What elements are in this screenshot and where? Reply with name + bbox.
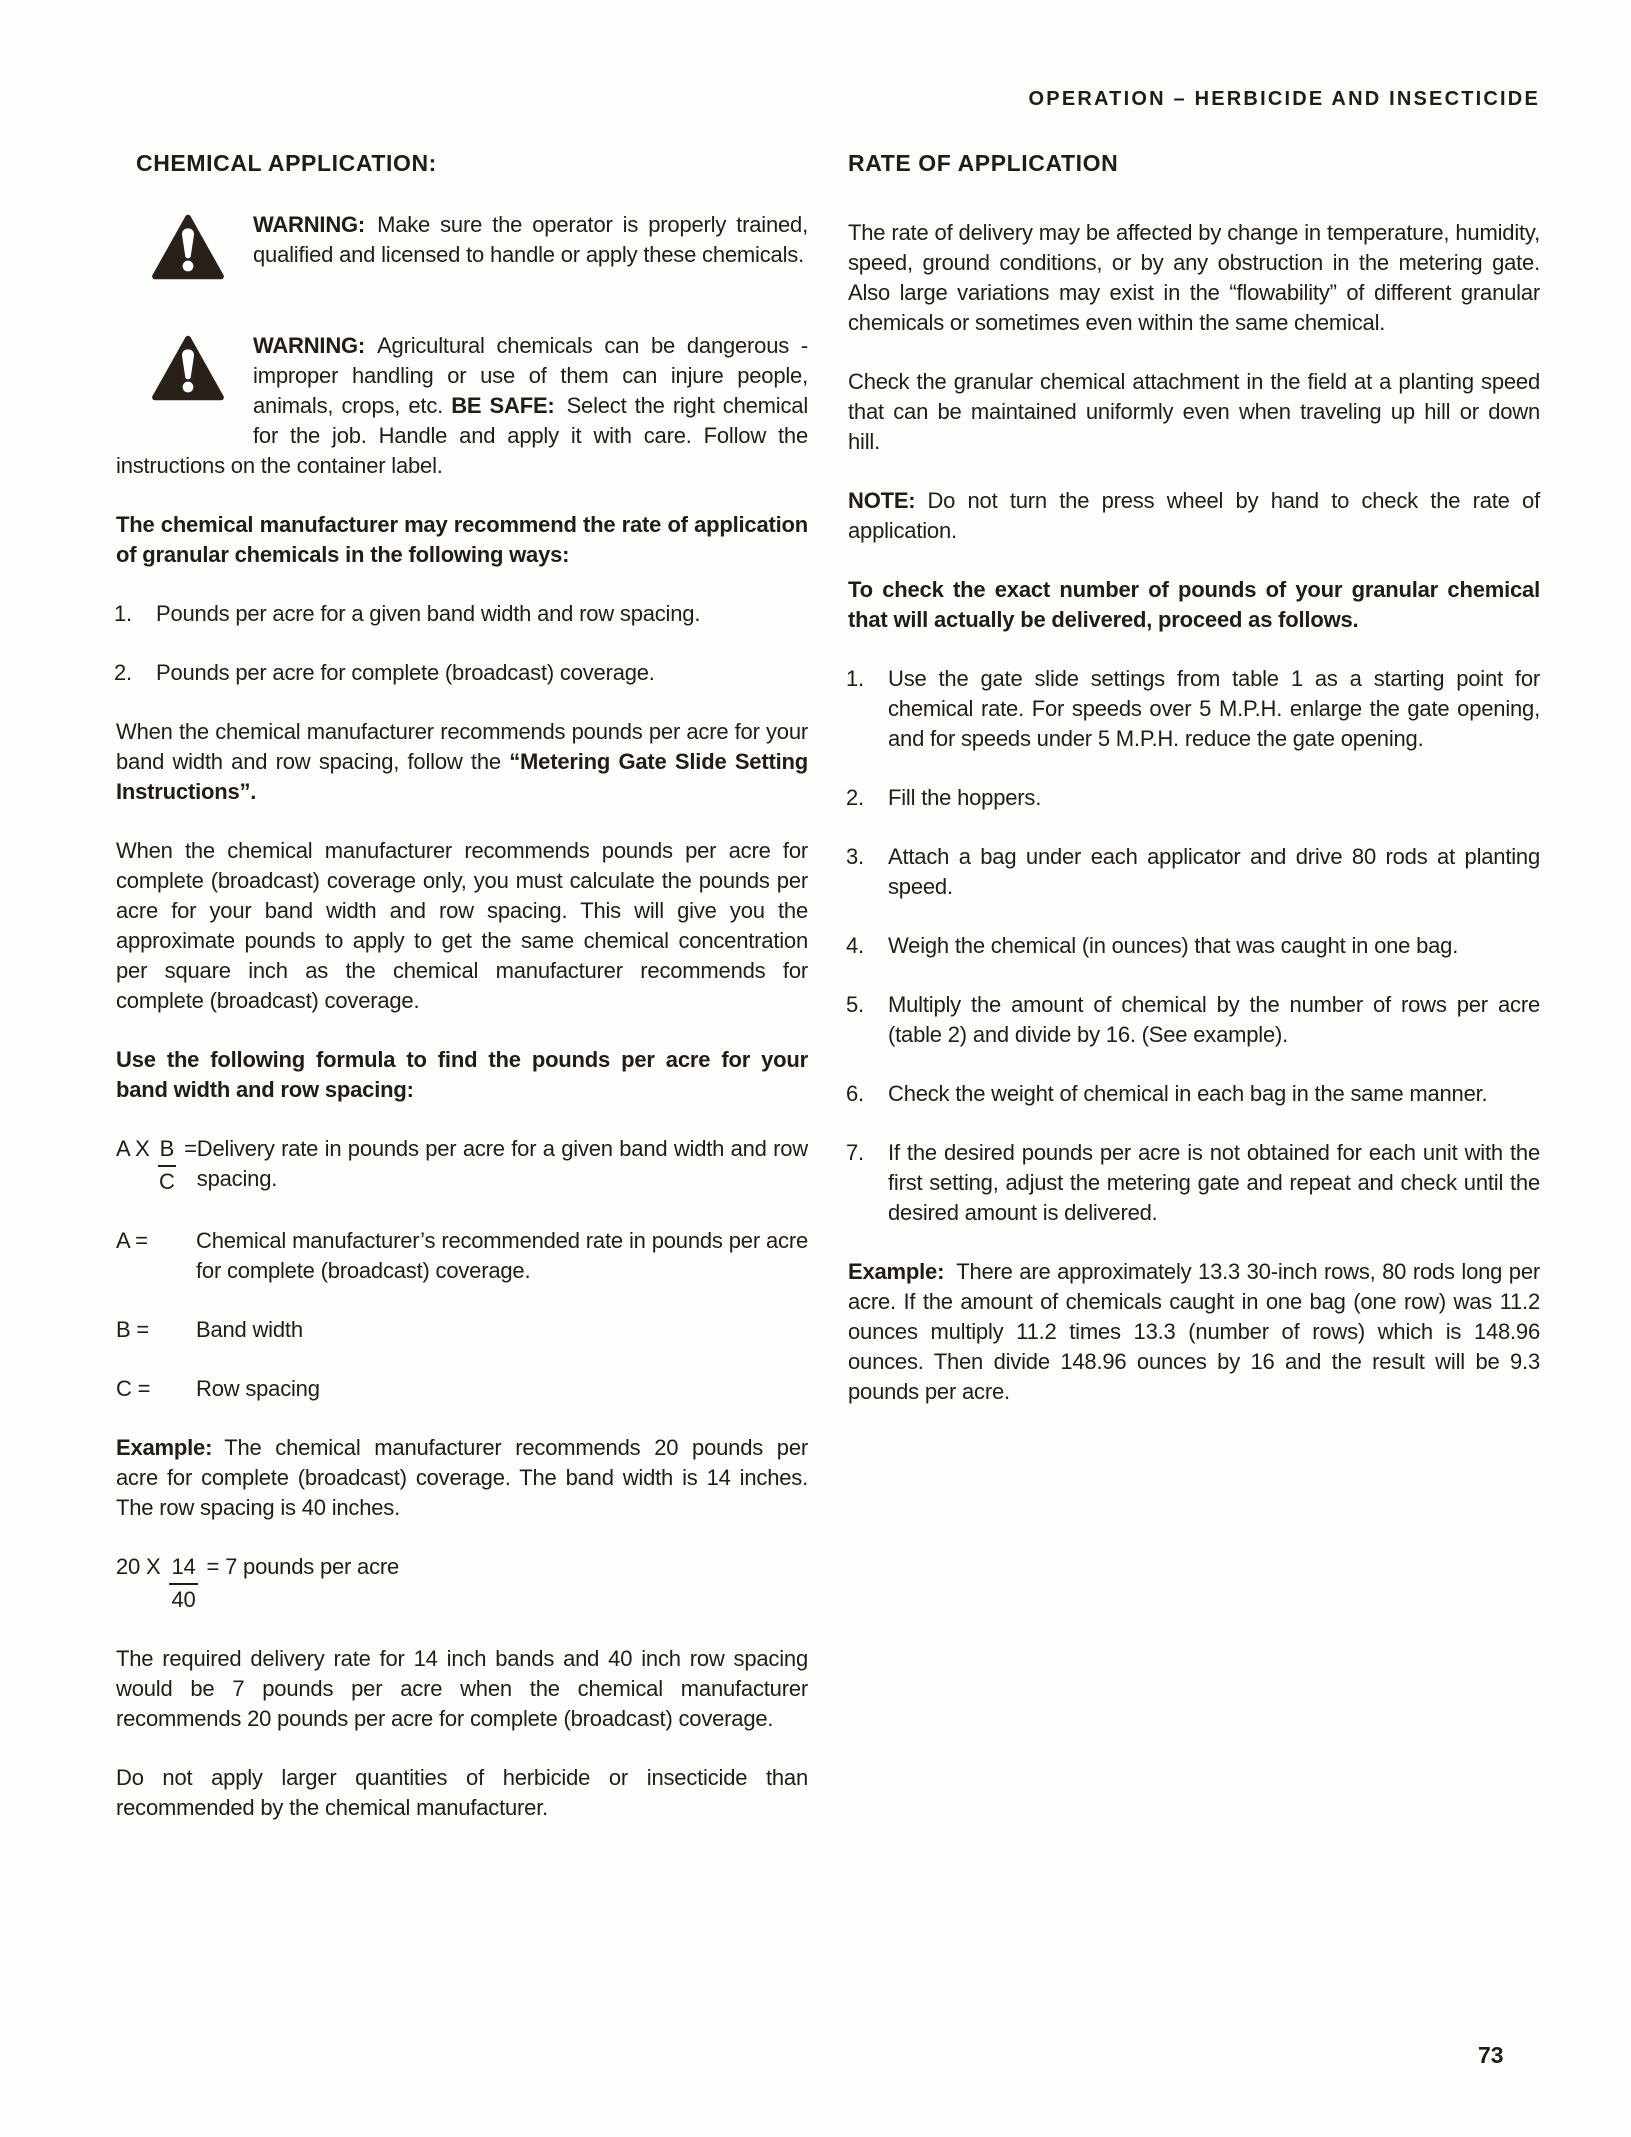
page-number: 73	[1478, 2042, 1504, 2068]
step-number: 6.	[846, 1081, 864, 1106]
definition-row-c	[116, 1374, 808, 1404]
warning-block-2	[116, 331, 808, 481]
ordered-list-item	[116, 599, 808, 629]
warning-2-lead: WARNING:	[253, 333, 366, 358]
ordered-list-item	[116, 658, 808, 688]
required-rate-paragraph: The required delivery rate for 14 inch bands and 40 inch row spacing would be 7 pounds per acre when the chemical manufacturer recommends 20 pounds per acre for complete (broadcast) coverage.	[116, 1646, 808, 1731]
step-text: Weigh the chemical (in ounces) that was caught in one bag.	[888, 933, 1459, 958]
warning-1-lead: WARNING:	[253, 212, 366, 237]
step-item	[848, 664, 1540, 754]
list-item-number: 1.	[114, 601, 132, 626]
example-paragraph	[848, 1257, 1540, 1407]
band-width-paragraph	[116, 717, 808, 807]
definition-term: B =	[116, 1317, 150, 1342]
fraction-numerator: 14	[169, 1552, 197, 1585]
step-text: Multiply the amount of chemical by the number of rows per acre (table 2) and divide by 16. (See example).	[888, 992, 1540, 1047]
list-item-number: 2.	[114, 660, 132, 685]
step-item	[848, 1079, 1540, 1109]
list-item-text: Pounds per acre for complete (broadcast) coverage.	[156, 660, 655, 685]
step-text: Check the weight of chemical in each bag in the same manner.	[888, 1081, 1488, 1106]
do-not-apply-paragraph: Do not apply larger quantities of herbicide or insecticide than recommended by the chemical manufacturer.	[116, 1765, 808, 1820]
definition-text: Chemical manufacturer’s recommended rate in pounds per acre for complete (broadcast) coverage.	[196, 1228, 808, 1283]
warning-triangle-icon	[116, 210, 253, 302]
formula-lhs	[116, 1134, 197, 1197]
step-number: 2.	[846, 785, 864, 810]
note-paragraph	[848, 486, 1540, 546]
definition-term: C =	[116, 1376, 151, 1401]
formula-intro-paragraph: Use the following formula to find the pounds per acre for your band width and row spacing:	[116, 1047, 808, 1102]
warning-2-text-1: Agricultural chemicals can be dangerous - improper handling or use of them can injure people, animals, crops, etc.	[253, 333, 808, 418]
metering-gate-bold-text: “Metering Gate Slide Setting Instructions”.	[116, 749, 808, 804]
rate-of-delivery-paragraph: The rate of delivery may be affected by change in temperature, humidity, speed, ground conditions, or by any obstruction in the metering gate. Also large variations may exist in the “flowability” of different granular chemicals or sometimes even within the same chemical.	[848, 220, 1540, 335]
formula-definition: Delivery rate in pounds per acre for a given band width and row spacing.	[196, 1136, 808, 1191]
definition-row-b	[116, 1315, 808, 1345]
calc-prefix: 20 X	[116, 1554, 161, 1579]
step-number: 3.	[846, 844, 864, 869]
definition-text: Row spacing	[196, 1376, 320, 1401]
warning-2-be-safe-lead: BE SAFE:	[451, 393, 555, 418]
warning-block-1	[116, 210, 808, 302]
fraction-numerator: B	[158, 1134, 176, 1167]
check-attachment-paragraph: Check the granular chemical attachment in the field at a planting speed that can be maintained uniformly even when traveling up hill or down hill.	[848, 369, 1540, 454]
example-lead: Example:	[116, 1435, 213, 1460]
note-text: Do not turn the press wheel by hand to check the rate of application.	[848, 488, 1540, 543]
running-header: OPERATION – HERBICIDE AND INSECTICIDE	[1028, 88, 1540, 110]
left-column	[116, 148, 808, 1852]
band-width-text: When the chemical manufacturer recommends pounds per acre for your band width and row spacing, follow the	[116, 719, 808, 774]
example-text: The chemical manufacturer recommends 20 pounds per acre for complete (broadcast) coverage. The band width is 14 inches. The row spacing is 40 inches.	[116, 1435, 808, 1520]
formula-prefix: A X	[116, 1136, 150, 1161]
warning-1-text: Make sure the operator is properly trained, qualified and licensed to handle or apply these chemicals.	[253, 212, 808, 267]
warning-triangle-glyph	[152, 214, 224, 280]
example-calculation	[116, 1552, 808, 1615]
example-paragraph	[116, 1433, 808, 1523]
delivery-rate-formula	[116, 1134, 808, 1197]
rate-of-application-heading: RATE OF APPLICATION	[848, 150, 1119, 176]
formula-equals: =	[184, 1136, 197, 1161]
step-item	[848, 842, 1540, 902]
step-number: 7.	[846, 1140, 864, 1165]
step-text: Use the gate slide settings from table 1 as a starting point for chemical rate. For speeds over 5 M.P.H. enlarge the gate opening, and for speeds under 5 M.P.H. reduce the gate opening.	[888, 666, 1540, 751]
fraction	[158, 1134, 176, 1197]
step-number: 1.	[846, 666, 864, 691]
step-item	[848, 990, 1540, 1050]
fraction-denominator: C	[159, 1169, 175, 1194]
step-number: 5.	[846, 992, 864, 1017]
warning-2-text-2: Select the right chemical for the job. Handle and apply it with care. Follow the instructions on the container label.	[116, 393, 809, 478]
fraction	[169, 1552, 197, 1615]
definition-term: A =	[116, 1228, 148, 1253]
definition-text: Band width	[196, 1317, 303, 1342]
broadcast-coverage-paragraph: When the chemical manufacturer recommends pounds per acre for complete (broadcast) coverage only, you must calculate the pounds per acre for your band width and row spacing. This will give you the approximate pounds to apply to get the same chemical concentration per square inch as the chemical manufacturer recommends for complete (broadcast) coverage.	[116, 838, 808, 1013]
example-lead: Example:	[848, 1259, 945, 1284]
calc-result: = 7 pounds per acre	[206, 1554, 400, 1579]
step-item	[848, 1138, 1540, 1228]
fraction-denominator: 40	[171, 1587, 196, 1612]
example-text: There are approximately 13.3 30-inch rows, 80 rods long per acre. If the amount of chemicals caught in one bag (one row) was 11.2 ounces multiply 11.2 times 13.3 (number of rows) which is 148.96 ounces. Then divide 148.96 ounces by 16 and the result will be 9.3 pounds per acre.	[848, 1259, 1540, 1404]
manufacturer-intro-paragraph: The chemical manufacturer may recommend the rate of application of granular chemicals in the following ways:	[116, 512, 808, 567]
proceed-paragraph: To check the exact number of pounds of your granular chemical that will actually be delivered, proceed as follows.	[848, 577, 1540, 632]
step-text: Attach a bag under each applicator and drive 80 rods at planting speed.	[888, 844, 1540, 899]
step-item	[848, 931, 1540, 961]
step-item	[848, 783, 1540, 813]
list-item-text: Pounds per acre for a given band width and row spacing.	[156, 601, 701, 626]
step-number: 4.	[846, 933, 864, 958]
chemical-application-heading: CHEMICAL APPLICATION:	[136, 150, 437, 176]
warning-triangle-glyph	[152, 335, 224, 401]
note-lead: NOTE:	[848, 488, 916, 513]
step-text: If the desired pounds per acre is not obtained for each unit with the first setting, adjust the metering gate and repeat and check until the desired amount is delivered.	[888, 1140, 1540, 1225]
warning-triangle-icon	[116, 331, 253, 423]
step-text: Fill the hoppers.	[888, 785, 1042, 810]
definition-row-a	[116, 1226, 808, 1286]
right-column	[848, 148, 1540, 1436]
